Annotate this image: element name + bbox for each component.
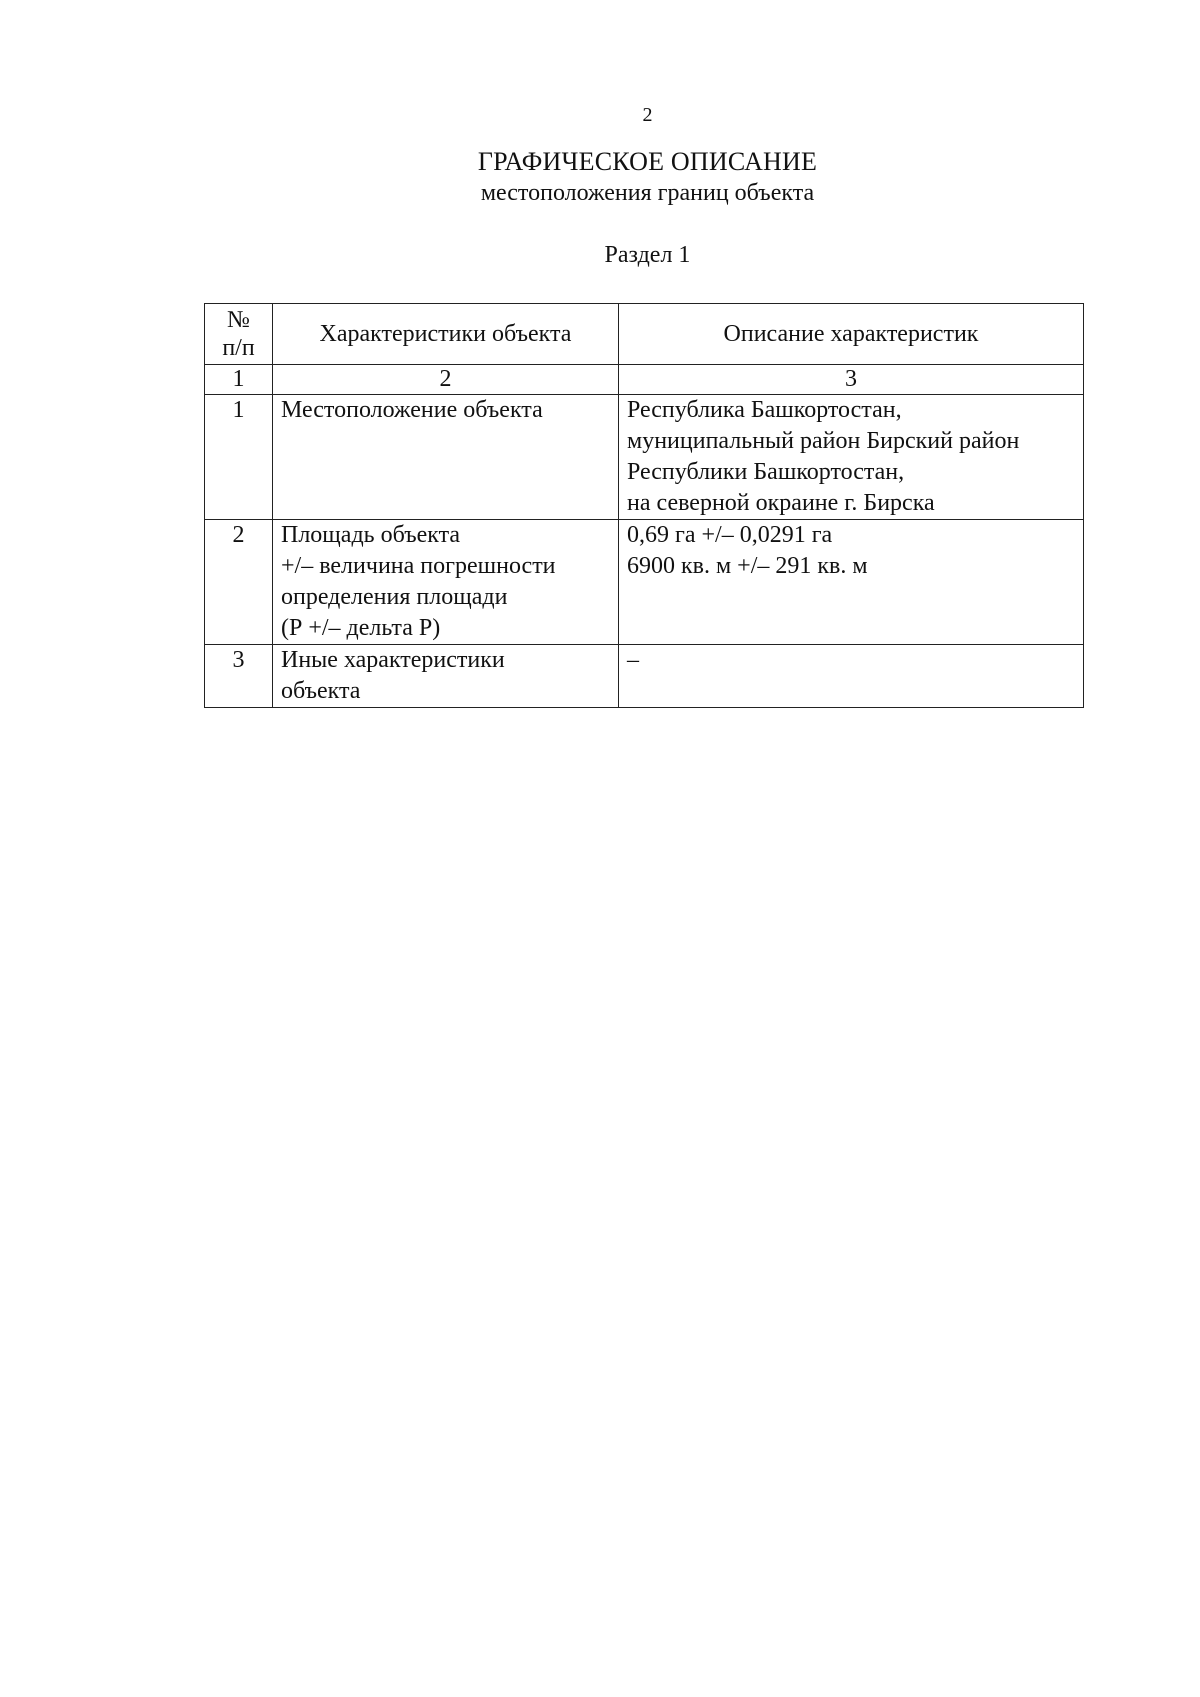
characteristic-line: Местоположение объекта (281, 397, 543, 423)
header-characteristics-cell: Характеристики объекта (273, 304, 619, 365)
column-index-row (205, 365, 1084, 395)
row-description (619, 395, 1084, 520)
characteristic-line: объекта (281, 678, 361, 704)
header-number-cell (205, 304, 273, 365)
page-number: 2 (642, 104, 653, 126)
table-row (205, 395, 1084, 520)
description-line: 0,69 га +/– 0,0291 га (627, 522, 833, 548)
row-description (619, 645, 1084, 708)
document-subtitle: местоположения границ объекта (480, 180, 815, 206)
row-description (619, 520, 1084, 645)
row-characteristic (273, 520, 619, 645)
header-number-symbol: № (227, 307, 250, 333)
row-number: 1 (205, 395, 273, 520)
column-index-1: 1 (205, 365, 273, 395)
characteristics-table (204, 303, 1084, 708)
row-number: 3 (205, 645, 273, 708)
section-title: Раздел 1 (604, 242, 691, 268)
header-number-abbr: п/п (222, 335, 255, 361)
characteristic-line: Площадь объекта (281, 522, 461, 548)
header-description-cell: Описание характеристик (619, 304, 1084, 365)
description-line: Республики Башкортостан, (627, 459, 905, 485)
characteristic-line: (Р +/– дельта Р) (281, 615, 441, 641)
table-row (205, 645, 1084, 708)
description-line: на северной окраине г. Бирска (627, 490, 935, 516)
description-line: Республика Башкортостан, (627, 397, 902, 423)
table-header-row (205, 304, 1084, 365)
description-line: 6900 кв. м +/– 291 кв. м (627, 553, 868, 579)
document-title: ГРАФИЧЕСКОЕ ОПИСАНИЕ (477, 147, 818, 176)
characteristic-line: +/– величина погрешности (281, 553, 556, 579)
row-characteristic (273, 645, 619, 708)
description-line: муниципальный район Бирский район (627, 428, 1020, 454)
characteristic-line: Иные характеристики (281, 647, 505, 673)
row-characteristic (273, 395, 619, 520)
row-number: 2 (205, 520, 273, 645)
column-index-2: 2 (273, 365, 619, 395)
description-line: – (627, 647, 639, 673)
table-row (205, 520, 1084, 645)
column-index-3: 3 (619, 365, 1084, 395)
characteristic-line: определения площади (281, 584, 508, 610)
